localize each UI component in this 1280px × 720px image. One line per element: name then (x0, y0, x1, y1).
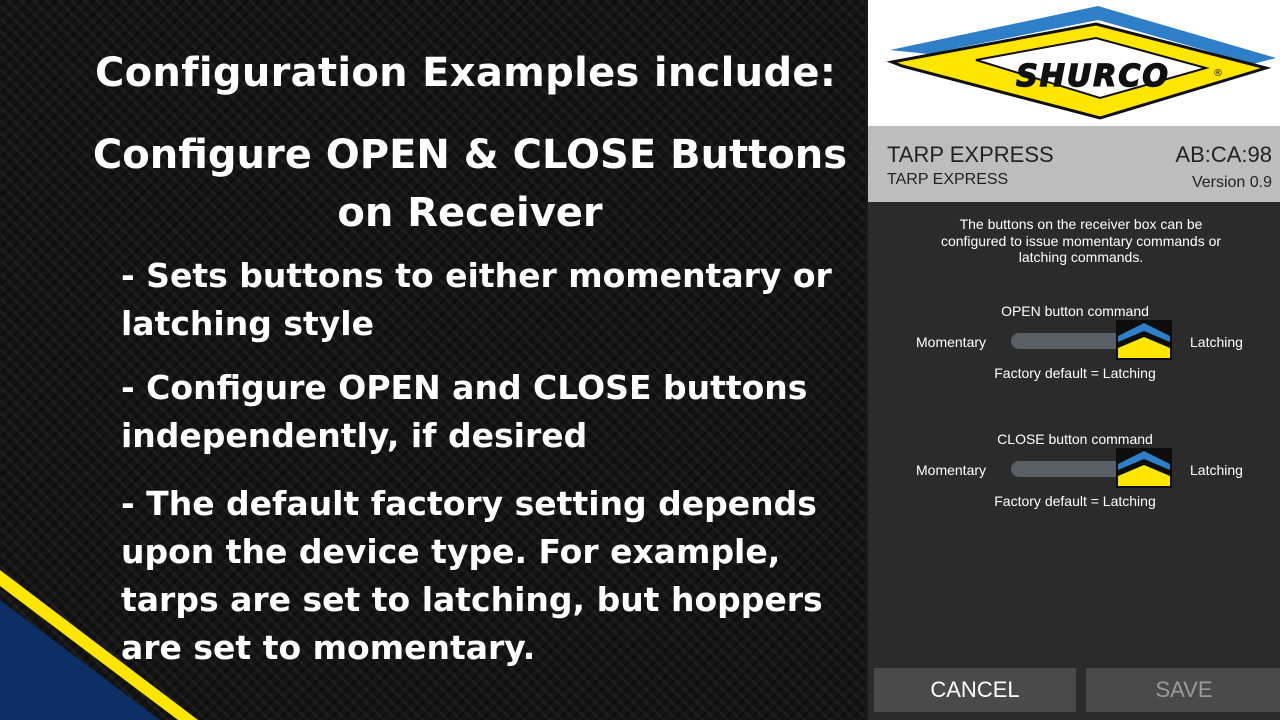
save-button[interactable]: SAVE (1086, 668, 1280, 712)
shurco-logo (868, 0, 1280, 126)
slide-subtitle: Configure OPEN & CLOSE Buttons on Receiver (92, 132, 848, 236)
close-toggle-thumb-icon[interactable] (1116, 448, 1172, 488)
device-name: TARP EXPRESS (887, 142, 1054, 167)
device-id: AB:CA:98 (1175, 142, 1272, 167)
open-factory-default: Factory default = Latching (994, 365, 1156, 381)
svg-text:®: ® (1213, 68, 1223, 79)
config-app-panel (866, 0, 1280, 720)
slide-bullet-3: - The default factory setting depends upon the device type. For example, tarps are set to latching, but hoppers are set to momentary. (121, 484, 823, 667)
cancel-button[interactable]: CANCEL (874, 668, 1076, 712)
open-latching-label: Latching (1190, 334, 1243, 350)
device-header (868, 126, 1280, 202)
slide-bullet-1: - Sets buttons to either momentary or latching style (121, 256, 832, 343)
slide-title: Configuration Examples include: (95, 50, 837, 96)
open-toggle-thumb-icon[interactable] (1116, 320, 1172, 360)
corner-stripe-decoration (0, 560, 200, 720)
device-subname: TARP EXPRESS (887, 171, 1009, 188)
open-command-label: OPEN button command (1001, 303, 1149, 319)
close-command-label: CLOSE button command (997, 431, 1153, 447)
open-momentary-label: Momentary (916, 334, 987, 350)
close-latching-label: Latching (1190, 462, 1243, 478)
close-factory-default: Factory default = Latching (994, 493, 1156, 509)
description-text: The buttons on the receiver box can be configured to issue momentary commands or latching commands. (940, 216, 1222, 265)
slide-bullet-2: - Configure OPEN and CLOSE buttons independently, if desired (121, 368, 808, 455)
close-momentary-label: Momentary (916, 462, 987, 478)
app-version: Version 0.9 (1191, 174, 1272, 191)
logo-text: SHURCO (1016, 59, 1170, 94)
logo-area (868, 0, 1280, 126)
